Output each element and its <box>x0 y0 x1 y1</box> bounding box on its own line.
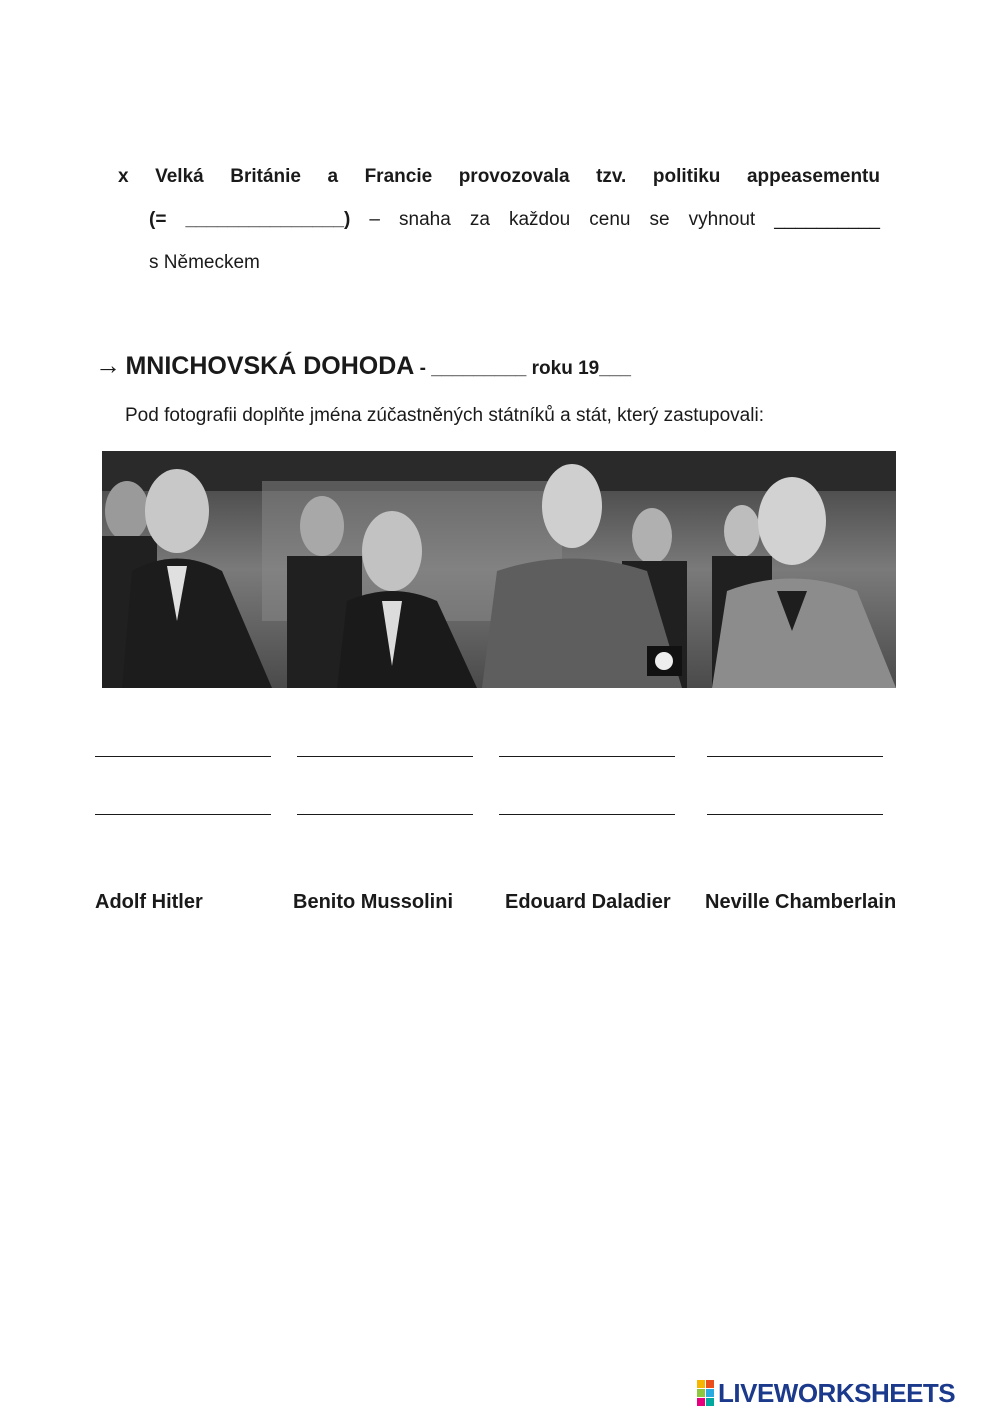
section-heading <box>95 350 631 381</box>
word: vyhnout <box>688 209 756 230</box>
word: appeasementu <box>746 166 880 187</box>
historical-photo-icon <box>102 451 896 688</box>
word: Velká <box>155 166 204 187</box>
heading-year-blank[interactable]: roku 19___ <box>531 358 631 379</box>
appeasement-line-1 <box>118 165 880 189</box>
answer-line-state-3[interactable] <box>499 814 675 815</box>
answer-line-state-4[interactable] <box>707 814 883 815</box>
answer-line-name-3[interactable] <box>499 756 675 757</box>
appeasement-line-2 <box>149 208 880 232</box>
word: – <box>369 209 380 230</box>
liveworksheets-logo <box>697 1378 955 1408</box>
logo-text: LIVEWORKSHEETS <box>718 1377 956 1408</box>
answer-line-state-1[interactable] <box>95 814 271 815</box>
blank-definition[interactable]: _______________) <box>185 209 351 230</box>
word: tzv. <box>596 166 627 187</box>
heading-date-blank[interactable]: - _________ <box>414 358 532 379</box>
heading-title: MNICHOVSKÁ DOHODA <box>125 352 415 380</box>
word: se <box>649 209 670 230</box>
name-option-mussolini[interactable]: Benito Mussolini <box>293 891 453 913</box>
answer-line-name-4[interactable] <box>707 756 883 757</box>
answer-line-state-2[interactable] <box>297 814 473 815</box>
word: každou <box>508 209 571 230</box>
bullet-x: x <box>118 166 129 187</box>
open-paren: (= <box>149 209 167 230</box>
word: provozovala <box>458 166 570 187</box>
answer-line-name-1[interactable] <box>95 756 271 757</box>
word: politiku <box>652 166 721 187</box>
word: snaha <box>399 209 451 230</box>
word: Francie <box>364 166 433 187</box>
logo-blocks-icon <box>697 1380 714 1406</box>
name-option-hitler[interactable]: Adolf Hitler <box>95 891 203 913</box>
instruction-text: Pod fotografii doplňte jména zúčastněných státníků a stát, který zastupovali: <box>125 405 764 426</box>
name-option-chamberlain[interactable]: Neville Chamberlain <box>705 891 897 913</box>
word: za <box>469 209 490 230</box>
name-option-daladier[interactable]: Edouard Daladier <box>505 891 671 913</box>
arrow-right-icon: → <box>95 350 121 380</box>
word: cenu <box>589 209 631 230</box>
appeasement-paragraph <box>118 165 880 275</box>
word: a <box>327 166 339 187</box>
blank-avoid[interactable]: __________ <box>774 209 880 230</box>
appeasement-line-3: s Německem <box>149 252 260 273</box>
word: Británie <box>230 166 301 187</box>
answer-line-name-2[interactable] <box>297 756 473 757</box>
munich-agreement-photo <box>102 451 896 688</box>
